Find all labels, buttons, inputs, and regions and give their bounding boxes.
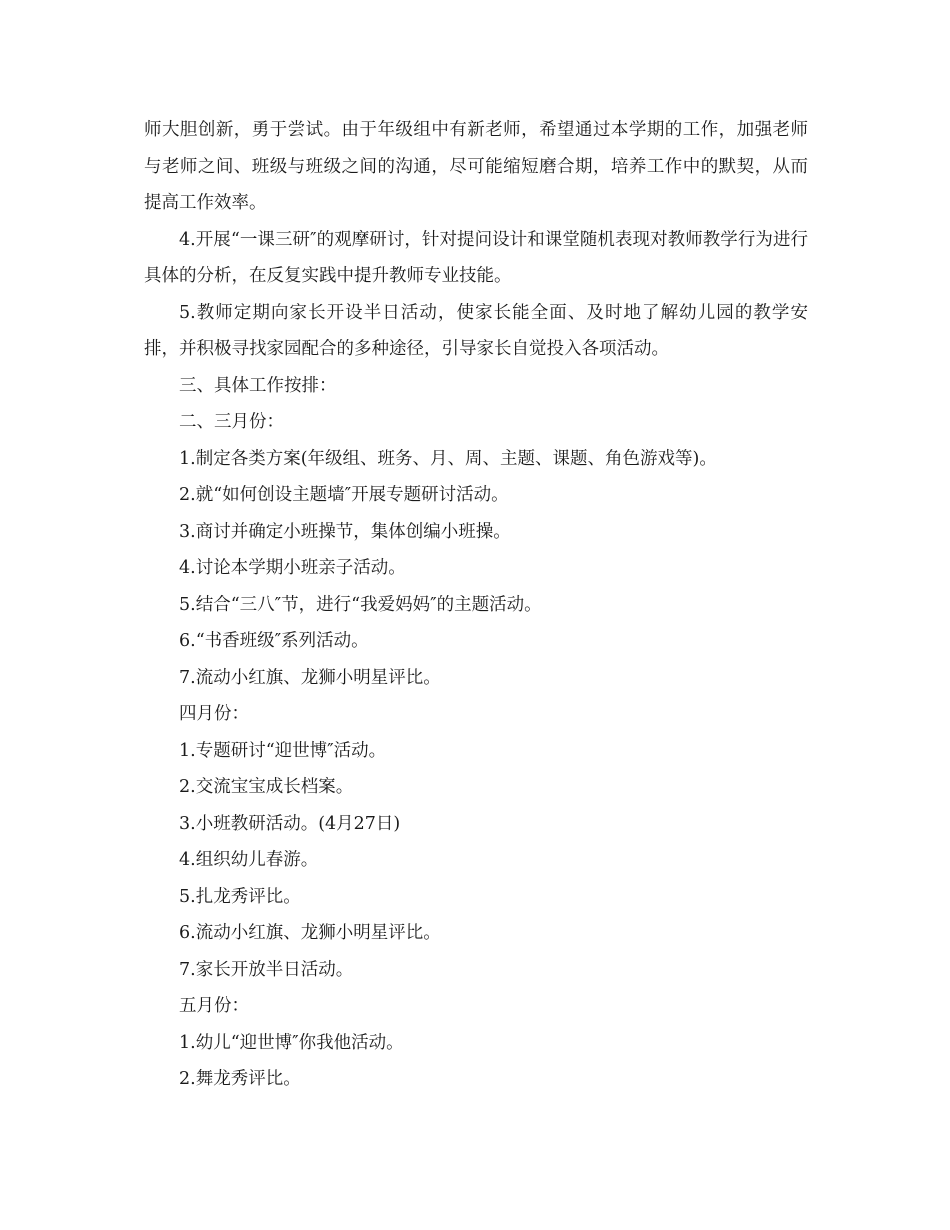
list-item: 7.流动小红旗、龙狮小明星评比。	[179, 667, 441, 688]
list-item: 2.交流宝宝成长档案。	[179, 777, 354, 797]
list-item: 3.小班教研活动。(4月27日)	[179, 813, 401, 834]
list-item: 1.制定各类方案(年级组、班务、月、周、主题、课题、角色游戏等)。	[179, 448, 717, 469]
list-item: 1.专题研讨“迎世博″活动。	[179, 740, 387, 761]
list-item: 3.商讨并确定小班操节，集体创编小班操。	[179, 521, 511, 542]
list-item: 2.舞龙秀评比。	[179, 1069, 301, 1089]
month-heading-april: 四月份：	[179, 704, 249, 724]
list-item: 5.结合“三八″节，进行“我爱妈妈″的主题活动。	[179, 594, 542, 615]
paragraph-intro-continuation: 师大胆创新，勇于尝试。由于年级组中有新老师，希望通过本学期的工作，加强老师与老师之间、班级与班级之间的沟通，尽可能缩短磨合期，培养工作中的默契，从而提高工作效率。	[144, 120, 808, 213]
month-heading-feb-mar: 二、三月份：	[179, 412, 284, 432]
paragraph-item-5-parents: 5.教师定期向家长开设半日活动，使家长能全面、及时地了解幼儿园的教学安排，并积极寻找家园配合的多种途径，引导家长自觉投入各项活动。	[144, 302, 808, 359]
list-item: 2.就“如何创设主题墙″开展专题研讨活动。	[179, 485, 509, 505]
paragraph-item-4-observation: 4.开展“一课三研″的观摩研讨，针对提问设计和课堂随机表现对教师教学行为进行具体的分析，在反复实践中提升教师专业技能。	[144, 229, 808, 286]
month-heading-may: 五月份：	[179, 996, 249, 1016]
list-item: 5.扎龙秀评比。	[179, 886, 301, 907]
list-item: 7.家长开放半日活动。	[179, 959, 354, 980]
list-item: 4.讨论本学期小班亲子活动。	[179, 558, 406, 578]
section-heading-schedule: 三、具体工作按排：	[179, 375, 337, 396]
document-body	[144, 112, 808, 1098]
list-item: 4.组织幼儿春游。	[179, 850, 319, 870]
list-item: 6.“书香班级″系列活动。	[179, 631, 369, 651]
list-item: 6.流动小红旗、龙狮小明星评比。	[179, 923, 441, 943]
list-item: 1.幼儿“迎世博″你我他活动。	[179, 1032, 404, 1053]
